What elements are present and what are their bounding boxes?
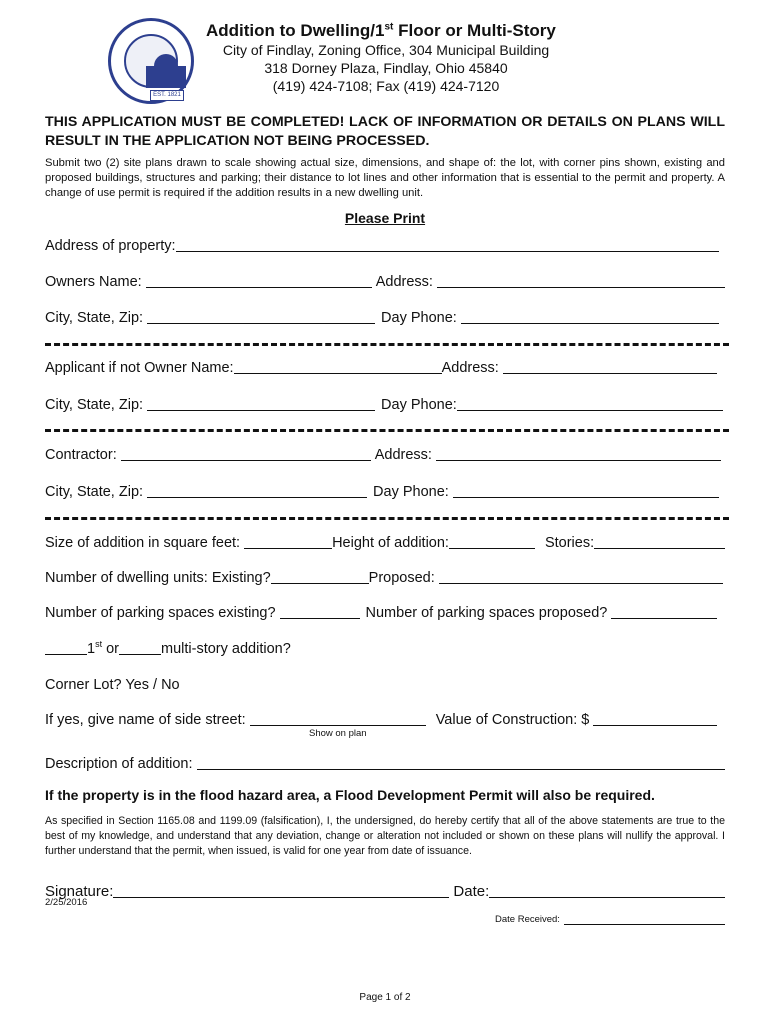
input-applicant-phone[interactable] xyxy=(457,395,723,411)
input-contractor-city[interactable] xyxy=(147,482,367,498)
input-address-property[interactable] xyxy=(176,236,719,252)
seal-building-icon xyxy=(146,66,186,88)
row-signature xyxy=(45,880,725,900)
flood-notice: If the property is in the flood hazard area, a Flood Development Permit will also be required. xyxy=(45,787,655,803)
label-height: Height of addition: xyxy=(332,535,449,551)
label-units-proposed: Proposed: xyxy=(368,570,435,586)
label-or: or xyxy=(102,641,120,657)
label-contractor: Contractor: xyxy=(45,447,117,463)
section-divider xyxy=(45,429,729,432)
certification-text: As specified in Section 1165.08 and 1199.09 (falsification), I, the undersigned, do hereby certify that all of the above statements are true to the best of my knowledge, and understand that any deviation, change or alteration not included or shown on these plans will nullify the approval. I further understand that the permit, when issued, is valid for one year from date of issuance. xyxy=(45,815,725,857)
input-contractor-phone[interactable] xyxy=(453,482,719,498)
header-line-1: City of Findlay, Zoning Office, 304 Municipal Building xyxy=(222,42,550,58)
warning-text: THIS APPLICATION MUST BE COMPLETED! LACK OF INFORMATION OR DETAILS ON PLANS WILL RESULT IN THE APPLICATION NOT BEING PROCESSED. xyxy=(45,114,725,149)
input-side-street[interactable] xyxy=(250,710,426,726)
input-owner-phone[interactable] xyxy=(461,308,719,324)
title-sup: st xyxy=(384,21,394,33)
label-contractor-address: Address: xyxy=(374,447,432,463)
label-side-street: If yes, give name of side street: xyxy=(45,712,246,728)
title-part-2: Floor or Multi-Story xyxy=(393,21,556,40)
row-dwelling-units xyxy=(45,566,725,586)
input-applicant-city[interactable] xyxy=(147,395,375,411)
label-applicant: Applicant if not Owner Name: xyxy=(45,360,234,376)
input-contractor-address[interactable] xyxy=(436,445,721,461)
input-size[interactable] xyxy=(244,533,332,549)
label-description: Description of addition: xyxy=(45,756,193,772)
label-contractor-phone: Day Phone: xyxy=(373,484,449,500)
row-side-street xyxy=(45,708,725,728)
row-contractor xyxy=(45,443,725,463)
row-applicant-city xyxy=(45,393,725,413)
row-size xyxy=(45,531,725,551)
label-applicant-city: City, State, Zip: xyxy=(45,397,144,413)
city-seal-logo xyxy=(108,18,194,104)
row-contractor-city xyxy=(45,480,725,500)
input-date[interactable] xyxy=(489,882,725,898)
form-revision-date: 2/25/2016 xyxy=(45,897,88,908)
row-address-property xyxy=(45,234,725,254)
section-divider xyxy=(45,517,729,520)
header-line-2: 318 Dorney Plaza, Findlay, Ohio 45840 xyxy=(264,60,508,76)
input-owners-name[interactable] xyxy=(146,272,372,288)
row-applicant xyxy=(45,356,725,376)
row-owner xyxy=(45,270,725,290)
input-parking-proposed[interactable] xyxy=(611,603,717,619)
page-number: Page 1 of 2 xyxy=(359,992,411,1003)
header-line-3: (419) 424-7108; Fax (419) 424-7120 xyxy=(272,78,500,94)
input-applicant[interactable] xyxy=(234,358,442,374)
label-applicant-address: Address: xyxy=(441,360,499,376)
input-owner-city[interactable] xyxy=(147,308,375,324)
input-applicant-address[interactable] xyxy=(503,358,717,374)
row-story-type xyxy=(45,637,725,657)
label-corner-lot: Corner Lot? Yes / No xyxy=(45,677,180,693)
please-print-heading: Please Print xyxy=(344,210,426,226)
input-signature[interactable] xyxy=(113,882,449,898)
input-owner-address[interactable] xyxy=(437,272,725,288)
input-stories[interactable] xyxy=(594,533,725,549)
row-description xyxy=(45,752,725,772)
label-address-property: Address of property: xyxy=(45,238,176,254)
label-first-floor: 1st or xyxy=(87,639,120,657)
label-value: Value of Construction: $ xyxy=(435,712,590,728)
label-units-existing: Number of dwelling units: Existing? xyxy=(45,570,271,586)
input-date-received[interactable] xyxy=(564,914,725,925)
label-date: Date: xyxy=(453,883,490,900)
title-part: Addition to Dwelling/1 xyxy=(206,21,385,40)
row-corner-lot xyxy=(45,673,725,693)
input-height[interactable] xyxy=(449,533,535,549)
input-description[interactable] xyxy=(197,754,726,770)
section-divider xyxy=(45,343,729,346)
label-parking-existing: Number of parking spaces existing? xyxy=(45,605,276,621)
instructions-text: Submit two (2) site plans drawn to scale showing actual size, dimensions, and shape of: the lot, with corner pins shown, existing and proposed buildings, structures and parking; their distance to lot lines and other information that is essential to the permit and property. A change of use permit is required if the addition results in a new dwelling unit. xyxy=(45,157,725,199)
label-parking-proposed: Number of parking spaces proposed? xyxy=(365,605,608,621)
input-value[interactable] xyxy=(593,710,717,726)
row-parking xyxy=(45,601,725,621)
row-owner-city xyxy=(45,306,725,326)
label-signature: Signature: xyxy=(45,883,114,900)
label-stories: Stories: xyxy=(544,535,595,551)
label-applicant-phone: Day Phone: xyxy=(381,397,457,413)
label-size: Size of addition in square feet: xyxy=(45,535,241,551)
seal-est: EST. 1821 xyxy=(150,90,184,101)
seal-inner xyxy=(124,34,181,98)
input-first-floor[interactable] xyxy=(45,639,87,655)
input-multi-story[interactable] xyxy=(119,639,161,655)
label-multi-story: multi-story addition? xyxy=(161,641,291,657)
input-units-proposed[interactable] xyxy=(439,568,723,584)
first-sup: st xyxy=(95,639,103,650)
label-owner-address: Address: xyxy=(375,274,433,290)
label-contractor-city: City, State, Zip: xyxy=(45,484,144,500)
input-units-existing[interactable] xyxy=(271,568,369,584)
form-title xyxy=(206,21,556,41)
show-on-plan-note: Show on plan xyxy=(309,728,367,739)
label-owners-name: Owners Name: xyxy=(45,274,142,290)
input-contractor[interactable] xyxy=(121,445,371,461)
label-owner-phone: Day Phone: xyxy=(381,310,457,326)
row-date-received xyxy=(495,914,725,925)
label-owner-city: City, State, Zip: xyxy=(45,310,144,326)
input-parking-existing[interactable] xyxy=(280,603,360,619)
label-date-received: Date Received: xyxy=(495,914,560,925)
